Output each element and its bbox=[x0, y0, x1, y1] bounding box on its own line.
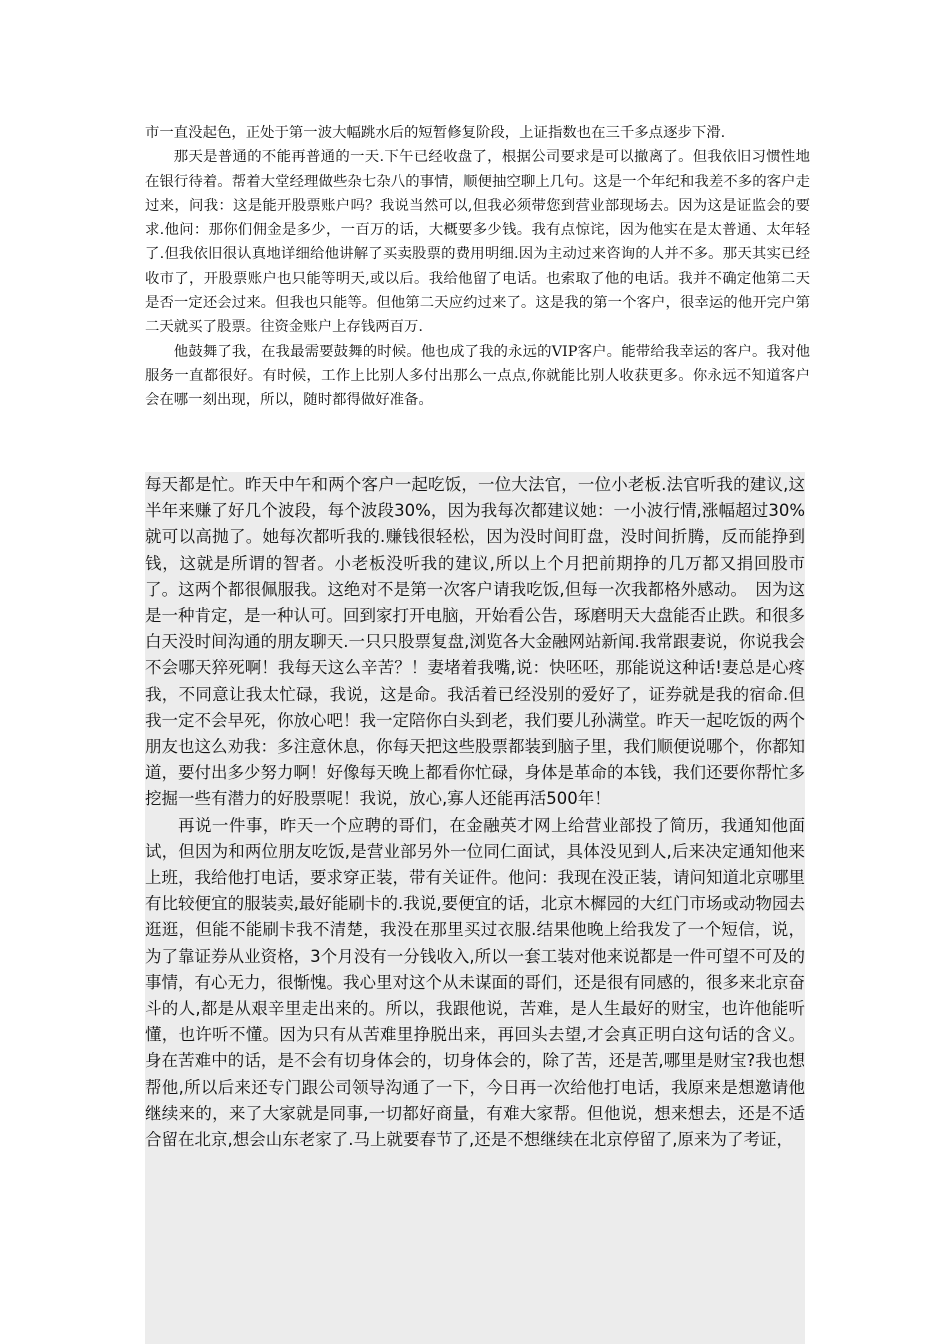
paragraph-job-applicant: 再说一件事，昨天一个应聘的哥们，在金融英才网上给营业部投了简历，我通知他面试，但因为和两位朋友吃饭,是营业部另外一位同仁面试，具体没见到人,后来决定通知他来上班，我给他打电话，要求穿正装，带有关证件。他问：我现在没正装，请问知道北京哪里有比较便宜的服装卖,最好能刷卡的.我说,要便宜的话，北京木樨园的大红门市场或动物园去逛逛，但能不能刷卡我不清楚，我没在那里买过衣服.结果他晚上给我发了一个短信，说，为了靠证券从业资格，3个月没有一分钱收入,所以一套工装对他来说都是一件可望不可及的事情，有心无力，很惭愧。我心里对这个从未谋面的哥们，还是很有同感的，很多来北京奋斗的人,都是从艰辛里走出来的。所以，我跟他说，苦难，是人生最好的财宝，也许他能听懂，也许听不懂。因为只有从苦难里挣脱出来，再回头去望,才会真正明白这句话的含义。身在苦难中的话，是不会有切身体会的，切身体会的，除了苦，还是苦,哪里是财宝?我也想帮他,所以后来还专门跟公司领导沟通了一下，今日再一次给他打电话，我原来是想邀请他继续来的，来了大家就是同事,一切都好商量，有难大家帮。但他说，想来想去，还是不适合留在北京,想会山东老家了.马上就要春节了,还是不想继续在北京停留了,原来为了考证， bbox=[145, 815, 805, 1150]
paragraph-vip-client: 他鼓舞了我，在我最需要鼓舞的时候。他也成了我的永远的VIP客户。能带给我幸运的客户。我对他服务一直都很好。有时候，工作上比别人多付出那么一点点,你就能比别人收获更多。你永远不知道客户会在哪一刻出现，所以，随时都得做好准备。 bbox=[145, 343, 810, 409]
paragraph-market: 市一直没起色，正处于第一波大幅跳水后的短暂修复阶段，上证指数也在三千多点逐步下滑. bbox=[145, 125, 726, 141]
paragraph-busy-day: 每天都是忙。昨天中午和两个客户一起吃饭，一位大法官，一位小老板.法官听我的建议,这半年来赚了好几个波段，每个波段30%，因为我每次都建议她：一小波行情,涨幅超过30%就可以高抛了。她每次都听我的.赚钱很轻松，因为没时间盯盘，没时间折腾，反而能挣到钱，这就是所谓的智者。小老板没听我的建议,所以上个月把前期挣的几万都又捐回股市了。这两个都很佩服我。这绝对不是第一次客户请我吃饭,但每一次我都格外感动。 因为这是一种肯定，是一种认可。回到家打开电脑，开始看公告，琢磨明天大盘能否止跌。和很多白天没时间沟通的朋友聊天.一只只股票复盘,浏览各大金融网站新闻.我常跟妻说，你说我会不会哪天猝死啊！我每天这么辛苦？！妻堵着我嘴,说：快呸呸，那能说这种话!妻总是心疼我，不同意让我太忙碌，我说，这是命。我活着已经没别的爱好了，证券就是我的宿命.但我一定不会早死，你放心吧！我一定陪你白头到老，我们要儿孙满堂。昨天一起吃饭的两个朋友也这么劝我：多注意休息，你每天把这些股票都装到脑子里，我们顺便说哪个，你都知道，要付出多少努力啊！好像每天晚上都看你忙碌，身体是革命的本钱，我们还要你帮忙多挖掘一些有潜力的好股票呢！我说，放心,寡人还能再活500年！ bbox=[145, 475, 805, 809]
shaded-text-block bbox=[145, 472, 805, 1344]
top-text-block bbox=[145, 121, 810, 413]
paragraph-first-client: 那天是普通的不能再普通的一天.下午已经收盘了，根据公司要求是可以撤离了。但我依旧习惯性地在银行待着。帮着大堂经理做些杂七杂八的事情，顺便抽空聊上几句。这是一个年纪和我差不多的客户走过来，问我：这是能开股票账户吗？我说当然可以,但我必须带您到营业部现场去。因为这是证监会的要求.他问：那你们佣金是多少，一百万的话，大概要多少钱。我有点惊诧，因为他实在是太普通、太年轻了.但我依旧很认真地详细给他讲解了买卖股票的费用明细.因为主动过来咨询的人并不多。那天其实已经收市了，开股票账户也只能等明天,或以后。我给他留了电话。也索取了他的电话。我并不确定他第二天是否一定还会过来。但我也只能等。但他第二天应约过来了。这是我的第一个客户，很幸运的他开完户第二天就买了股票。往资金账户上存钱两百万. bbox=[145, 149, 810, 336]
